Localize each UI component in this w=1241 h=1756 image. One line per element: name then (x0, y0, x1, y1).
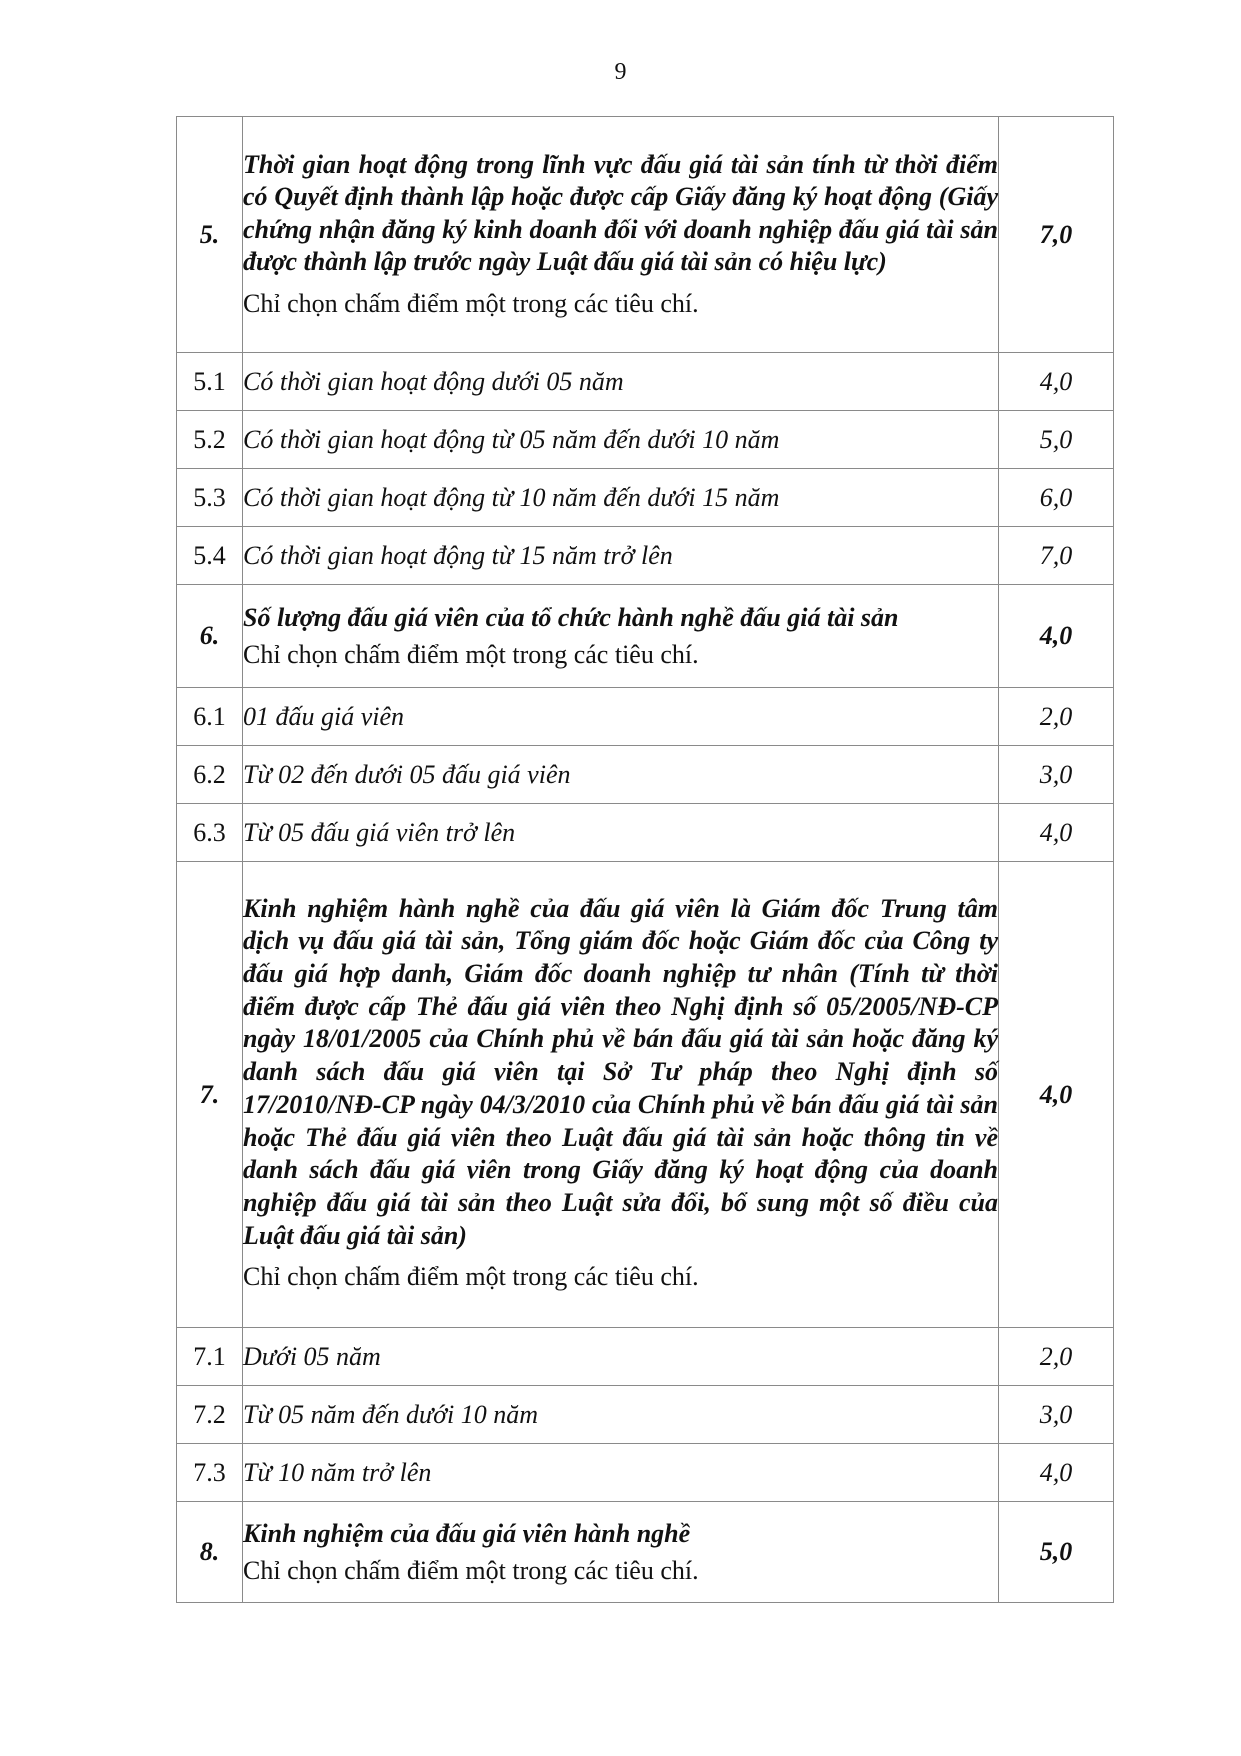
table-row (177, 804, 1114, 862)
sub-criterion-score: 5,0 (999, 411, 1114, 469)
criterion-score: 5,0 (999, 1502, 1114, 1603)
criterion-note: Chỉ chọn chấm điểm một trong các tiêu chí. (243, 288, 699, 318)
criterion-score: 4,0 (999, 862, 1114, 1328)
sub-criterion-text: Có thời gian hoạt động từ 10 năm đến dưới 15 năm (243, 469, 999, 527)
sub-criterion-number: 6.1 (177, 688, 243, 746)
sub-criterion-text: Từ 02 đến dưới 05 đấu giá viên (243, 746, 999, 804)
sub-criterion-score: 2,0 (999, 1328, 1114, 1386)
sub-criterion-number: 5.1 (177, 353, 243, 411)
sub-criterion-text: Có thời gian hoạt động từ 15 năm trở lên (243, 527, 999, 585)
criterion-cell (243, 1502, 999, 1603)
sub-criterion-score: 3,0 (999, 1386, 1114, 1444)
criterion-number: 7. (177, 862, 243, 1328)
table-row (177, 527, 1114, 585)
sub-criterion-score: 6,0 (999, 469, 1114, 527)
criterion-cell (243, 585, 999, 688)
criterion-title: Số lượng đấu giá viên của tổ chức hành nghề đấu giá tài sản (243, 602, 899, 632)
sub-criterion-number: 6.3 (177, 804, 243, 862)
table-row-criterion-8 (177, 1502, 1114, 1603)
table-row (177, 688, 1114, 746)
sub-criterion-text: Từ 05 đấu giá viên trở lên (243, 804, 999, 862)
sub-criterion-text: Từ 10 năm trở lên (243, 1444, 999, 1502)
sub-criterion-score: 7,0 (999, 527, 1114, 585)
sub-criterion-text: Có thời gian hoạt động từ 05 năm đến dưới 10 năm (243, 411, 999, 469)
table-row-criterion-5 (177, 117, 1114, 353)
criterion-number: 5. (177, 117, 243, 353)
criterion-title: Thời gian hoạt động trong lĩnh vực đấu giá tài sản tính từ thời điểm có Quyết định thành lập hoặc được cấp Giấy đăng ký hoạt động (Giấy chứng nhận đăng ký kinh doanh đối với doanh nghiệp đấu giá tài sản được thành lập trước ngày Luật đấu giá tài sản có hiệu lực) (243, 149, 998, 276)
criterion-note: Chỉ chọn chấm điểm một trong các tiêu chí. (243, 1556, 699, 1586)
sub-criterion-number: 5.2 (177, 411, 243, 469)
sub-criterion-text: Dưới 05 năm (243, 1328, 999, 1386)
sub-criterion-number: 6.2 (177, 746, 243, 804)
table-row-criterion-7 (177, 862, 1114, 1328)
table-row-criterion-6 (177, 585, 1114, 688)
sub-criterion-score: 4,0 (999, 1444, 1114, 1502)
sub-criterion-score: 4,0 (999, 353, 1114, 411)
criterion-title: Kinh nghiệm hành nghề của đấu giá viên là Giám đốc Trung tâm dịch vụ đấu giá tài sản, Tổng giám đốc hoặc Giám đốc của Công ty đấu giá hợp danh, Giám đốc doanh nghiệp tư nhân (Tính từ thời điểm được cấp Thẻ đấu giá viên theo Nghị định số 05/2005/NĐ-CP ngày 18/01/2005 của Chính phủ về bán đấu giá tài sản hoặc đăng ký danh sách đấu giá viên tại Sở Tư pháp theo Nghị định số 17/2010/NĐ-CP ngày 04/3/2010 của Chính phủ về bán đấu giá tài sản hoặc Thẻ đấu giá viên theo Luật đấu giá tài sản hoặc thông tin về danh sách đấu giá viên trong Giấy đăng ký hoạt động của doanh nghiệp đấu giá tài sản theo Luật sửa đổi, bổ sung một số điều của Luật đấu giá tài sản) (243, 893, 998, 1250)
criterion-number: 6. (177, 585, 243, 688)
sub-criterion-score: 2,0 (999, 688, 1114, 746)
sub-criterion-text: Có thời gian hoạt động dưới 05 năm (243, 353, 999, 411)
page-number: 9 (614, 59, 627, 85)
scoring-criteria-table (176, 116, 1114, 1603)
criterion-cell (243, 117, 999, 353)
criterion-cell (243, 862, 999, 1328)
sub-criterion-number: 7.3 (177, 1444, 243, 1502)
table-row (177, 1386, 1114, 1444)
sub-criterion-number: 7.2 (177, 1386, 243, 1444)
sub-criterion-number: 5.4 (177, 527, 243, 585)
table-row (177, 1444, 1114, 1502)
sub-criterion-score: 4,0 (999, 804, 1114, 862)
criterion-number: 8. (177, 1502, 243, 1603)
sub-criterion-text: Từ 05 năm đến dưới 10 năm (243, 1386, 999, 1444)
sub-criterion-score: 3,0 (999, 746, 1114, 804)
table-row (177, 411, 1114, 469)
sub-criterion-number: 7.1 (177, 1328, 243, 1386)
sub-criterion-number: 5.3 (177, 469, 243, 527)
table-row (177, 469, 1114, 527)
table-row (177, 746, 1114, 804)
sub-criterion-text: 01 đấu giá viên (243, 688, 999, 746)
table-row (177, 1328, 1114, 1386)
table-row (177, 353, 1114, 411)
criterion-score: 4,0 (999, 585, 1114, 688)
criterion-note: Chỉ chọn chấm điểm một trong các tiêu chí. (243, 640, 699, 670)
criterion-score: 7,0 (999, 117, 1114, 353)
criterion-note: Chỉ chọn chấm điểm một trong các tiêu chí. (243, 1262, 699, 1292)
criterion-title: Kinh nghiệm của đấu giá viên hành nghề (243, 1518, 691, 1548)
